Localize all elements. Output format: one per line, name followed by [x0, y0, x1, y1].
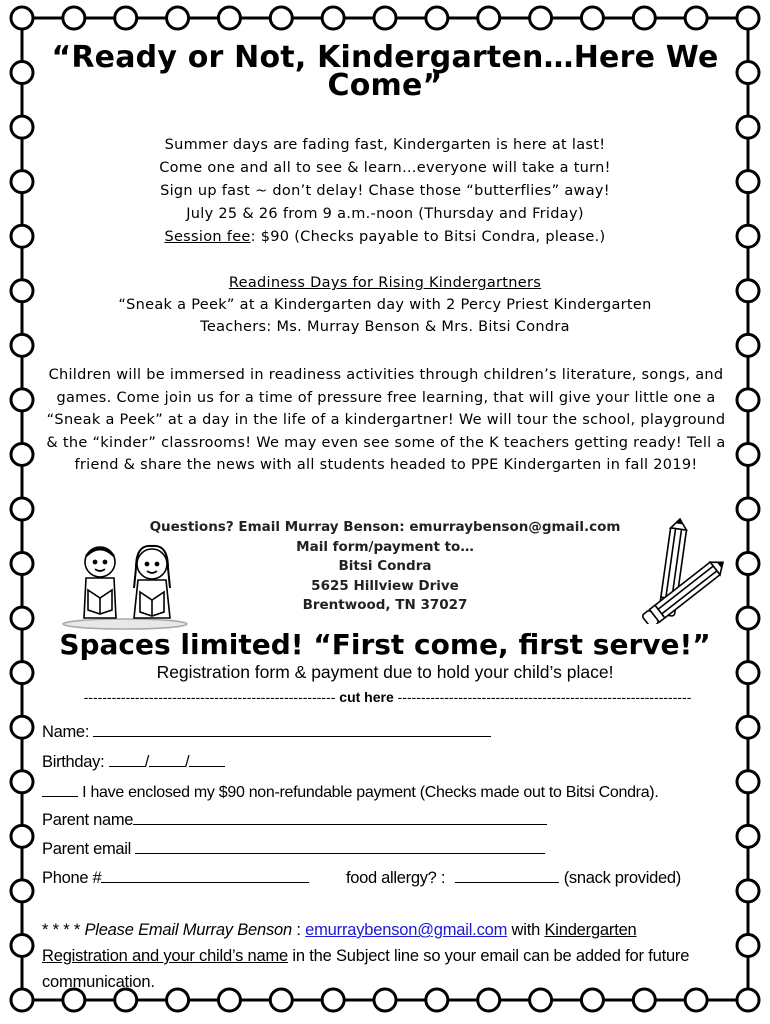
intro-block	[60, 134, 710, 249]
name-blank[interactable]	[93, 722, 491, 737]
contact-block	[120, 518, 650, 616]
footer-rest: in the Subject line so your email can be added for future communication.	[42, 947, 690, 991]
parent-email-label: Parent email	[42, 840, 132, 858]
session-fee-line	[60, 226, 710, 249]
session-fee-text: : $90 (Checks payable to Bitsi Condra, please.)	[250, 229, 606, 245]
phone-allergy-row	[42, 868, 681, 888]
name-label: Name:	[42, 723, 90, 741]
intro-line: Summer days are fading fast, Kindergarten is here at last!	[164, 137, 606, 153]
mail-street: 5625 Hillview Drive	[311, 577, 459, 594]
birthday-day-blank[interactable]	[149, 752, 185, 767]
readiness-line: Teachers: Ms. Murray Benson & Mrs. Bitsi Condra	[200, 319, 570, 335]
birthday-month-blank[interactable]	[109, 752, 145, 767]
phone-blank[interactable]	[101, 868, 309, 883]
footer-colon: :	[292, 921, 306, 939]
pencils-clipart	[622, 516, 732, 624]
parent-name-label: Parent name	[42, 811, 134, 829]
footer-subject-2: Registration and your child’s name	[42, 947, 289, 965]
parent-name-blank[interactable]	[133, 810, 547, 825]
footer-please: Please Email Murray Benson	[84, 921, 292, 939]
payment-enclosed-row	[42, 782, 659, 802]
mail-city: Brentwood, TN 37027	[302, 597, 468, 613]
description-paragraph: Children will be immersed in readiness activities through children’s literature, songs, and games. Come join us for a time of pressure free learning, that will give your little one a “Sneak a Peek” at a day in the life of a kindergartner! We will tour the school, playground & the “kinder” classrooms! We may even see some of the K teachers getting ready! Tell a friend & share the news with all students headed to PPE Kindergarten in fall 2019!	[46, 367, 726, 474]
mail-line: Mail form/payment to…	[296, 538, 474, 555]
footer-email-link[interactable]: emurraybenson@gmail.com	[305, 921, 508, 939]
readiness-line: “Sneak a Peek” at a Kindergarten day with 2 Percy Priest Kindergarten	[118, 297, 652, 313]
snack-label: (snack provided)	[563, 869, 681, 887]
allergy-label: food allergy? :	[345, 869, 446, 887]
footer-subject-1: Kindergarten	[544, 921, 637, 939]
parent-email-row	[42, 839, 545, 859]
allergy-blank[interactable]	[455, 868, 559, 883]
payment-check-blank[interactable]	[42, 782, 78, 797]
name-field-row	[42, 722, 491, 742]
questions-line: Questions? Email Murray Benson: emurraybenson@gmail.com	[149, 519, 621, 535]
birthday-slash: /	[185, 753, 190, 771]
spaces-limited-heading: Spaces limited! “First come, first serve!”	[59, 628, 711, 661]
footer-note	[42, 917, 722, 995]
readiness-block	[60, 272, 710, 338]
parent-email-blank[interactable]	[135, 839, 545, 854]
registration-note: Registration form & payment due to hold your child’s place!	[156, 662, 614, 682]
page-title: “Ready or Not, Kindergarten…Here We Come”	[51, 40, 719, 103]
footer-stars: * * * *	[42, 921, 81, 939]
footer-with: with	[507, 921, 545, 939]
birthday-field-row	[42, 752, 225, 772]
birthday-label: Birthday:	[42, 753, 105, 771]
birthday-slash: /	[144, 753, 150, 771]
cut-here-label: cut here	[339, 689, 394, 705]
birthday-year-blank[interactable]	[189, 752, 225, 767]
intro-line: Come one and all to see & learn…everyone will take a turn!	[159, 160, 611, 176]
cut-here-divider: ------------------------------------------------------ cut here ---------------------------------------------------------------	[83, 689, 692, 705]
parent-name-row	[42, 810, 547, 830]
payment-enclosed-text: I have enclosed my $90 non-refundable payment (Checks made out to Bitsi Condra).	[82, 784, 659, 801]
intro-line: July 25 & 26 from 9 a.m.-noon (Thursday and Friday)	[186, 206, 584, 222]
phone-label: Phone #	[42, 869, 102, 887]
intro-line: Sign up fast ~ don’t delay! Chase those “butterflies” away!	[160, 183, 610, 199]
session-fee-label: Session fee	[164, 229, 251, 245]
readiness-heading: Readiness Days for Rising Kindergartners	[228, 275, 542, 291]
mail-name: Bitsi Condra	[338, 558, 432, 574]
